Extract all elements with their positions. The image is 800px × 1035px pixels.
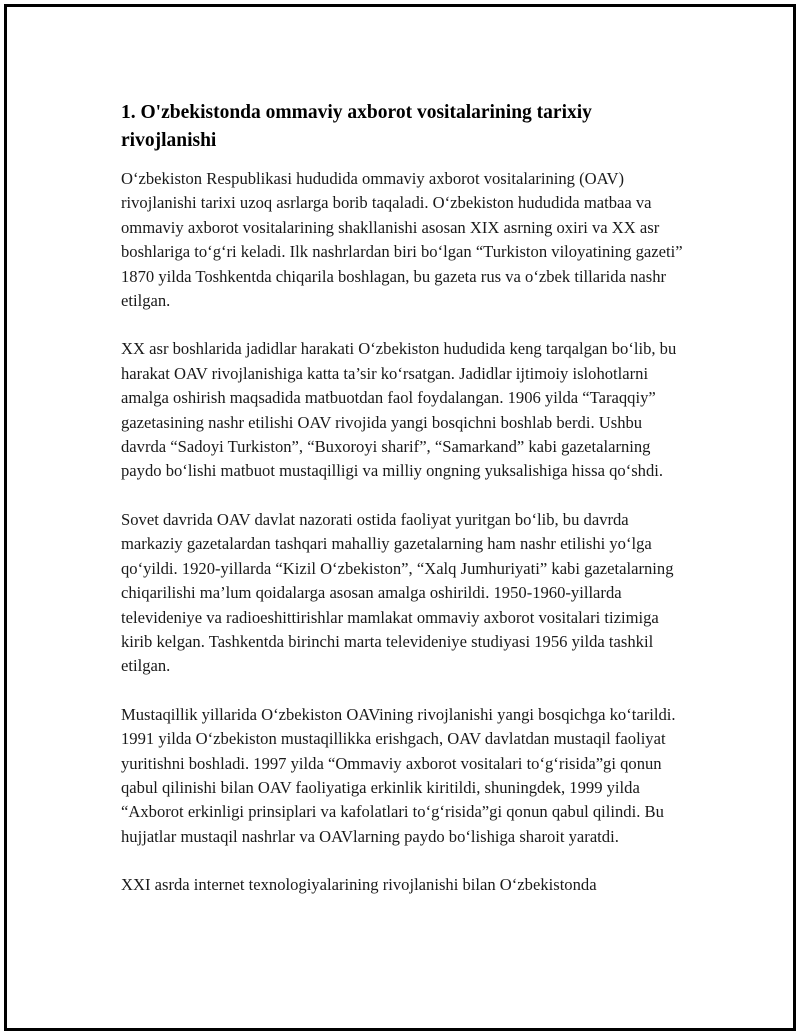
paragraph: Sovet davrida OAV davlat nazorati ostida faoliyat yuritgan bo‘lib, bu davrda markaziy gazetalardan tashqari mahalliy gazetalarning ham nashr etilishi yo‘lga qo‘yildi. 1920-yillarda “Kizil O‘zbekiston”, “Xalq Jumhuriyati” kabi gazetalarning chiqarilishi ma’lum qoidalarga asosan amalga oshirildi. 1950-1960-yillarda televideniye va radioeshittirishlar mamlakat ommaviy axborot vositalari tizimiga kirib kelgan. Tashkentda birinchi marta televideniye studiyasi 1956 yilda tashkil etilgan.	[121, 509, 674, 676]
paragraph: XXI asrda internet texnologiyalarining rivojlanishi bilan O‘zbekistonda	[121, 875, 597, 895]
paragraph: XX asr boshlarida jadidlar harakati O‘zbekiston hududida keng tarqalgan bo‘lib, bu harakat OAV rivojlanishiga katta ta’sir ko‘rsatgan. Jadidlar ijtimoiy islohotlarni amalga oshirish maqsadida matbuotdan faol foydalangan. 1906 yilda “Taraqqiy” gazetasining nashr etilishi OAV rivojida yangi bosqichni boshlab berdi. Ushbu davrda “Sadoyi Turkiston”, “Buxoroyi sharif”, “Samarkand” kabi gazetalarning paydo bo‘lishi matbuot mustaqilligi va milliy ongning yuksalishiga hissa qo‘shdi.	[121, 339, 677, 481]
document-page	[4, 4, 796, 1031]
paragraph: Mustaqillik yillarida O‘zbekiston OAVining rivojlanishi yangi bosqichga ko‘tarildi. 1991 yilda O‘zbekiston mustaqillikka erishgach, OAV davlatdan mustaqil faoliyat yuritishni boshladi. 1997 yilda “Ommaviy axborot vositalari to‘g‘risida”gi qonun qabul qilinishi bilan OAV faoliyatiga erkinlik kiritildi, shuningdek, 1999 yilda “Axborot erkinligi prinsiplari va kafolatlari to‘g‘risida”gi qonun qabul qilindi. Bu hujjatlar mustaqil nashrlar va OAVlarning paydo bo‘lishiga sharoit yaratdi.	[121, 704, 676, 846]
document-title: 1. O'zbekistonda ommaviy axborot vositalarining tarixiy rivojlanishi	[121, 102, 592, 151]
paragraph: O‘zbekiston Respublikasi hududida ommaviy axborot vositalarining (OAV) rivojlanishi tarixi uzoq asrlarga borib taqaladi. O‘zbekiston hududida matbaa va ommaviy axborot vositalarining shakllanishi asosan XIX asrning oxiri va XX asr boshlariga to‘g‘ri keladi. Ilk nashrlardan biri bo‘lgan “Turkiston viloyatining gazeti” 1870 yilda Toshkentda chiqarila boshlagan, bu gazeta rus va o‘zbek tillarida nashr etilgan.	[121, 169, 683, 311]
document-body	[121, 99, 691, 922]
